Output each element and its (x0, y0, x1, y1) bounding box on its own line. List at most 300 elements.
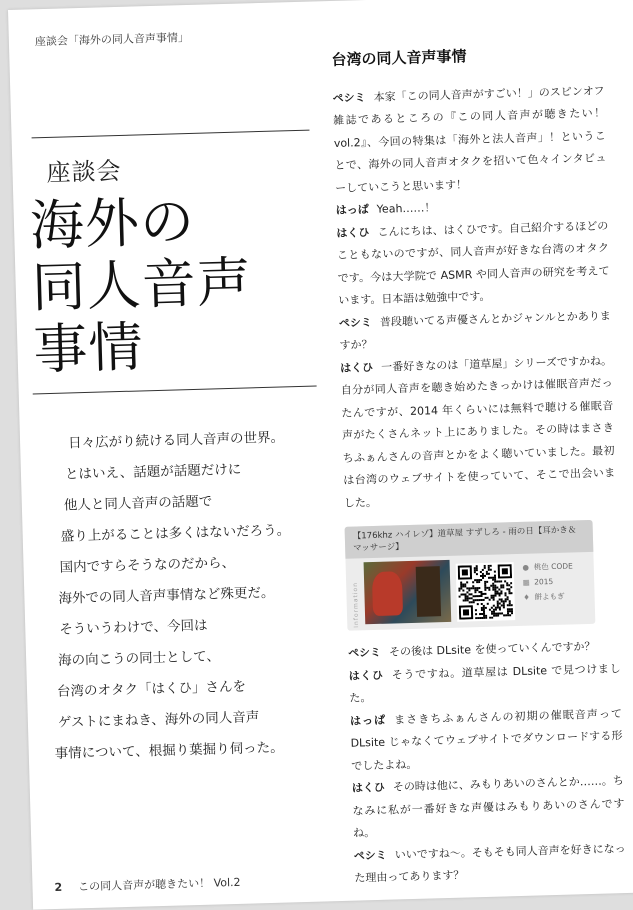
qr-module (474, 589, 476, 591)
qr-module (497, 603, 499, 605)
page-footer (54, 874, 240, 895)
speech-text: その時は他に、みもりあいのさんとか……。ちなみに私が一番好きな声優はみもりあいのさんですね。 (352, 774, 625, 840)
qr-module (476, 581, 478, 583)
qr-module (475, 613, 477, 615)
article-heading: 台湾の同人音声事情 (331, 47, 467, 69)
qr-module (475, 599, 477, 601)
qr-module (481, 613, 483, 615)
qr-module (500, 580, 502, 582)
title-line: 海外の (29, 189, 196, 258)
meta-value: 桃色 CODE (533, 561, 573, 572)
qr-module (495, 607, 497, 609)
qr-module (507, 614, 509, 616)
qr-module (509, 602, 511, 604)
lead-line: 盛り上がることは多くはないだろう。 (60, 522, 291, 545)
qr-module (481, 607, 483, 609)
qr-module (486, 587, 488, 589)
title-top-rule (32, 130, 310, 139)
meta-voice (522, 588, 592, 605)
qr-module (486, 571, 488, 573)
qr-module (476, 579, 478, 581)
qr-module (479, 599, 481, 601)
qr-module (501, 598, 503, 600)
qr-module (504, 580, 506, 582)
qr-module (465, 595, 467, 597)
qr-module (483, 607, 485, 609)
speaker-name: はくひ (339, 360, 374, 375)
qr-module (476, 565, 478, 567)
qr-module (490, 577, 492, 579)
qr-module (473, 595, 475, 597)
qr-module (482, 593, 484, 595)
qr-module (484, 587, 486, 589)
qr-module (478, 579, 480, 581)
cover-image (364, 560, 452, 624)
qr-module (493, 595, 495, 597)
qr-module (511, 610, 513, 612)
info-card (345, 520, 596, 631)
qr-module (498, 592, 500, 594)
qr-module (499, 612, 501, 614)
qr-module (472, 585, 474, 587)
qr-module (501, 600, 503, 602)
mic-icon: ♦ (523, 592, 531, 602)
qr-module (505, 614, 507, 616)
qr-module (482, 577, 484, 579)
title-bottom-rule (33, 386, 317, 395)
section-label: 座談会 (46, 156, 122, 187)
qr-module (501, 612, 503, 614)
meta-value: 餅よもぎ (534, 591, 565, 602)
qr-module (506, 584, 508, 586)
qr-module (485, 615, 487, 617)
qr-module (494, 591, 496, 593)
qr-module (482, 569, 484, 571)
info-card-title: 【176khz ハイレゾ】道草屋 すずしろ - 雨の日【耳かき＆マッサージ】 (345, 520, 594, 559)
lead-line: 他人と同人音声の話題で (63, 493, 213, 514)
speech-text: その後は DLsite を使っていくんですか？ (388, 639, 596, 659)
dialogue-line (353, 838, 626, 891)
qr-module (490, 569, 492, 571)
qr-module (494, 587, 496, 589)
qr-module (484, 583, 486, 585)
qr-module (495, 609, 497, 611)
qr-module (483, 609, 485, 611)
lead-line: とはいえ、話題が話題だけに (64, 461, 242, 483)
qr-finder (462, 569, 468, 575)
dialogue-line (350, 703, 624, 778)
qr-module (485, 617, 487, 619)
qr-module (460, 588, 462, 590)
speaker-name: はっぱ (349, 713, 387, 728)
qr-module (503, 600, 505, 602)
qr-module (494, 579, 496, 581)
qr-module (460, 594, 462, 596)
qr-module (493, 613, 495, 615)
qr-module (470, 587, 472, 589)
qr-module (499, 598, 501, 600)
qr-module (474, 567, 476, 569)
qr-module (471, 601, 473, 603)
qr-module (491, 611, 493, 613)
qr-module (474, 587, 476, 589)
qr-module (504, 592, 506, 594)
qr-module (483, 611, 485, 613)
cover-figure (372, 571, 403, 616)
qr-module (475, 595, 477, 597)
speech-text: 本家「この同人音声がすごい！」のスピンオフ雑誌であるところの『この同人音声が聴きたい！ vol.2』、今回の特集は「海外と法人音声」！ということで、海外の同人音声オタクを招いて色々インタビューしていこうと思います！ (333, 83, 607, 195)
qr-module (511, 604, 513, 606)
qr-module (482, 573, 484, 575)
qr-code-graphic (458, 564, 513, 619)
lead-line: ゲストにまねき、海外の同人音声 (57, 709, 260, 731)
qr-module (499, 594, 501, 596)
speaker-name: ペシミ (338, 315, 373, 330)
qr-module (507, 608, 509, 610)
qr-module (509, 610, 511, 612)
qr-module (490, 585, 492, 587)
qr-module (487, 597, 489, 599)
qr-module (500, 586, 502, 588)
qr-module (508, 588, 510, 590)
qr-module (474, 591, 476, 593)
qr-module (500, 590, 502, 592)
qr-module (501, 604, 503, 606)
qr-module (486, 581, 488, 583)
cover-background (416, 566, 441, 617)
page-title (29, 188, 319, 382)
qr-module (503, 606, 505, 608)
qr-module (460, 584, 462, 586)
qr-module (498, 588, 500, 590)
qr-finder (463, 609, 469, 615)
speech-text: Yeah……！ (376, 201, 436, 216)
qr-module (484, 585, 486, 587)
qr-module (495, 615, 497, 617)
qr-module (488, 577, 490, 579)
qr-module (491, 613, 493, 615)
speech-text: 一番好きなのは「道草屋」シリーズですかね。自分が同人音声を聴き始めたきっかけは催眠音声だったんですが、2014 年くらいには無料で聴ける催眠音声がたくさんネット上にありました。その時はまさきちふぁんさんの音声とかをよく聴いていました。最初は台湾のウェブサイトを使っていて、そこで出会いました。 (340, 353, 616, 510)
qr-module (511, 608, 513, 610)
qr-module (477, 603, 479, 605)
qr-module (480, 593, 482, 595)
qr-module (480, 591, 482, 593)
qr-module (480, 571, 482, 573)
qr-module (482, 575, 484, 577)
qr-module (488, 567, 490, 569)
qr-module (486, 573, 488, 575)
speaker-name: はくひ (336, 225, 370, 240)
info-meta (522, 558, 593, 605)
qr-module (466, 581, 468, 583)
qr-module (483, 613, 485, 615)
qr-module (509, 614, 511, 616)
qr-module (494, 571, 496, 573)
qr-module (481, 599, 483, 601)
speech-text: こんにちは、はくひです。自己紹介するほどのこともないのですが、同人音声が好きな台湾のオタクです。今は大学院で ASMR や同人音声の研究を考えています。日本語は勉強中です。 (336, 218, 610, 307)
qr-module (492, 577, 494, 579)
meta-value: 2015 (534, 576, 554, 587)
dialogue-line (339, 305, 612, 358)
qr-module (476, 589, 478, 591)
speech-text: いいですね〜。そもそも同人音声を好きになった理由ってあります？ (354, 841, 626, 885)
qr-module (509, 608, 511, 610)
qr-module (481, 603, 483, 605)
article-column (331, 41, 626, 890)
qr-module (496, 587, 498, 589)
qr-module (475, 609, 477, 611)
qr-module (479, 613, 481, 615)
qr-module (502, 586, 504, 588)
qr-module (490, 565, 492, 567)
qr-module (476, 569, 478, 571)
qr-module (466, 591, 468, 593)
qr-module (476, 573, 478, 575)
qr-module (485, 607, 487, 609)
qr-module (465, 597, 467, 599)
qr-module (503, 602, 505, 604)
qr-module (462, 593, 464, 595)
qr-module (496, 591, 498, 593)
magazine-page (8, 0, 633, 910)
speaker-name: はくひ (351, 780, 386, 795)
qr-module (498, 580, 500, 582)
qr-module (479, 595, 481, 597)
qr-module (496, 581, 498, 583)
qr-module (473, 601, 475, 603)
qr-module (458, 590, 460, 592)
qr-module (497, 601, 499, 603)
qr-module (468, 589, 470, 591)
qr-module (473, 599, 475, 601)
qr-module (509, 604, 511, 606)
qr-module (460, 586, 462, 588)
qr-module (493, 611, 495, 613)
lead-line: 海の向こうの同士として、 (57, 648, 221, 669)
qr-module (493, 615, 495, 617)
qr-module (463, 599, 465, 601)
qr-module (500, 584, 502, 586)
qr-module (508, 592, 510, 594)
dialogue-line (332, 80, 607, 200)
speaker-name: はくひ (348, 668, 384, 683)
qr-module (509, 600, 511, 602)
qr-module (468, 587, 470, 589)
qr-module (499, 606, 501, 608)
qr-module (484, 575, 486, 577)
qr-module (477, 595, 479, 597)
qr-module (507, 604, 509, 606)
qr-module (506, 582, 508, 584)
qr-module (492, 587, 494, 589)
qr-module (510, 582, 512, 584)
qr-module (469, 601, 471, 603)
qr-module (507, 596, 509, 598)
qr-module (505, 600, 507, 602)
qr-module (484, 565, 486, 567)
speech-text: まさきちふぁんさんの初期の催眠音声って DLsite じゃなくてウェブサイトでダウンロードする形でしたよね。 (350, 706, 623, 773)
info-side-text: Information (351, 581, 361, 628)
page-number: 2 (54, 880, 63, 895)
dialogue-line (352, 770, 626, 845)
dialogue-line (336, 215, 610, 313)
qr-module (502, 584, 504, 586)
qr-module (484, 589, 486, 591)
qr-module (468, 593, 470, 595)
qr-module (481, 609, 483, 611)
publication-name: この同人音声が聴きたい！ Vol.2 (77, 875, 241, 894)
qr-module (507, 612, 509, 614)
qr-module (494, 585, 496, 587)
qr-module (493, 609, 495, 611)
qr-module (497, 615, 499, 617)
person-icon: ● (522, 562, 530, 572)
qr-module (491, 607, 493, 609)
qr-module (496, 593, 498, 595)
speaker-name: ペシミ (332, 90, 366, 105)
qr-module (503, 604, 505, 606)
qr-module (494, 589, 496, 591)
speaker-name: ペシミ (353, 848, 387, 863)
qr-module (499, 602, 501, 604)
qr-module (489, 609, 491, 611)
qr-module (494, 593, 496, 595)
calendar-icon: ▦ (522, 577, 530, 587)
qr-module (467, 597, 469, 599)
qr-module (460, 582, 462, 584)
title-line: 事情 (32, 315, 145, 382)
qr-module (462, 585, 464, 587)
qr-module (465, 599, 467, 601)
qr-module (493, 605, 495, 607)
qr-module (492, 589, 494, 591)
qr-module (488, 573, 490, 575)
qr-module (505, 594, 507, 596)
qr-module (488, 589, 490, 591)
qr-module (472, 587, 474, 589)
qr-module (492, 579, 494, 581)
qr-module (467, 595, 469, 597)
lead-line: 日々広がり続ける同人音声の世界。 (67, 429, 285, 452)
qr-module (476, 567, 478, 569)
qr-module (469, 597, 471, 599)
qr-module (479, 617, 481, 619)
qr-module (487, 603, 489, 605)
qr-module (483, 617, 485, 619)
qr-module (491, 617, 493, 619)
speaker-name: ペシミ (347, 645, 382, 660)
qr-module (483, 605, 485, 607)
qr-module (507, 598, 509, 600)
qr-module (497, 605, 499, 607)
qr-module (485, 597, 487, 599)
qr-finder (502, 568, 508, 574)
lead-line: 台湾のオタク「はくひ」さんを (56, 678, 247, 700)
qr-module (493, 597, 495, 599)
qr-module (478, 587, 480, 589)
speaker-name: はっぱ (335, 203, 369, 217)
qr-module (480, 575, 482, 577)
qr-module (495, 595, 497, 597)
qr-module (471, 597, 473, 599)
qr-module (474, 579, 476, 581)
running-head: 座談会「海外の同人音声事情」 (34, 30, 190, 49)
qr-module (475, 617, 477, 619)
qr-module (511, 612, 513, 614)
qr-module (480, 579, 482, 581)
qr-module (467, 599, 469, 601)
qr-module (477, 617, 479, 619)
qr-module (459, 596, 461, 598)
qr-module (481, 595, 483, 597)
qr-module (494, 577, 496, 579)
qr-module (510, 592, 512, 594)
qr-module (497, 607, 499, 609)
dialogue-line (348, 658, 621, 711)
qr-module (470, 593, 472, 595)
qr-module (500, 592, 502, 594)
qr-module (491, 597, 493, 599)
qr-module (484, 581, 486, 583)
qr-module (466, 587, 468, 589)
qr-module (492, 583, 494, 585)
lead-line: 事情について、根掘り葉掘り伺った。 (54, 739, 284, 762)
qr-module (507, 610, 509, 612)
lead-line: 国内ですらそうなのだから、 (59, 554, 236, 576)
qr-module (508, 590, 510, 592)
qr-module (462, 583, 464, 585)
qr-module (497, 613, 499, 615)
qr-module (474, 569, 476, 571)
qr-module (494, 581, 496, 583)
speech-text: 普段聴いてる声優さんとかジャンルとかありますか？ (339, 308, 611, 352)
qr-module (510, 586, 512, 588)
qr-code[interactable] (456, 562, 516, 622)
qr-module (464, 583, 466, 585)
qr-module (483, 615, 485, 617)
qr-module (508, 584, 510, 586)
qr-module (491, 595, 493, 597)
qr-module (489, 599, 491, 601)
qr-module (472, 581, 474, 583)
title-line: 同人音声 (30, 250, 253, 320)
qr-module (494, 575, 496, 577)
qr-module (464, 585, 466, 587)
qr-module (478, 591, 480, 593)
info-side-label (350, 562, 362, 628)
qr-module (493, 599, 495, 601)
qr-module (488, 569, 490, 571)
qr-module (489, 617, 491, 619)
qr-module (484, 593, 486, 595)
qr-module (484, 567, 486, 569)
lead-text (50, 422, 319, 770)
qr-module (492, 585, 494, 587)
speech-text: そうですね。道草屋は DLsite で見つけました。 (349, 661, 621, 705)
qr-module (505, 598, 507, 600)
qr-module (506, 588, 508, 590)
qr-module (458, 588, 460, 590)
qr-module (495, 613, 497, 615)
qr-module (488, 587, 490, 589)
qr-module (488, 565, 490, 567)
qr-module (483, 599, 485, 601)
lead-line: 海外での同人音声事情など殊更だ。 (58, 584, 275, 607)
dialogue-line (340, 350, 616, 515)
qr-module (476, 587, 478, 589)
qr-module (499, 608, 501, 610)
qr-module (481, 617, 483, 619)
